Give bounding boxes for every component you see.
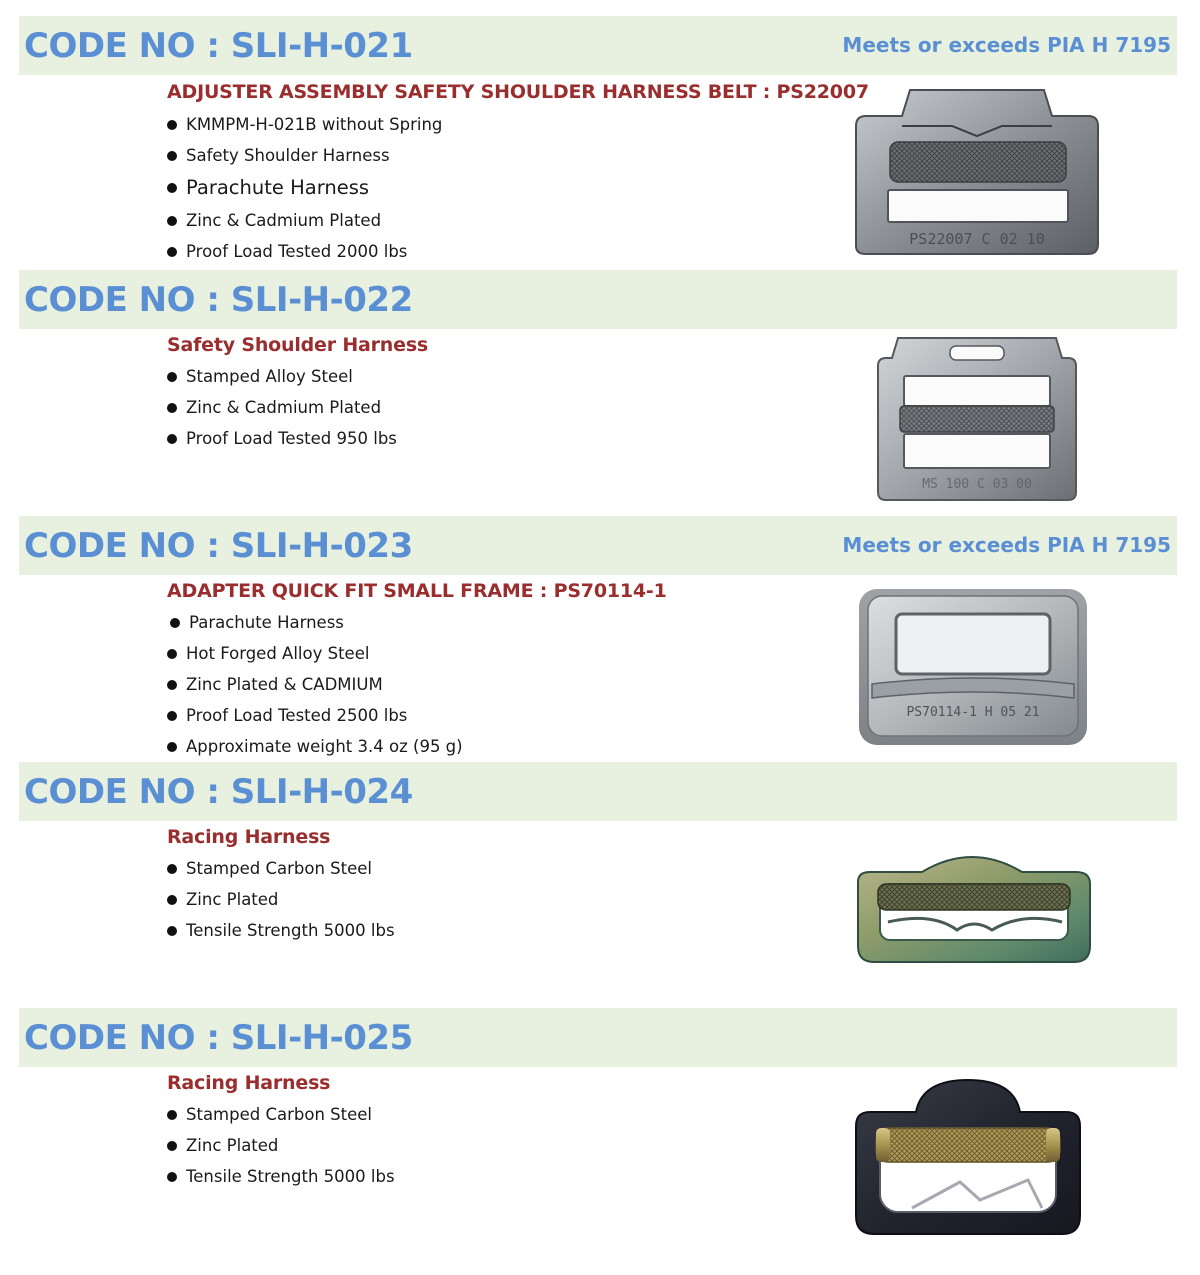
code-header-band [19, 16, 1177, 75]
bullet-icon [167, 1141, 177, 1151]
list-item: Zinc & Cadmium Plated [167, 392, 397, 423]
bullet-icon [167, 151, 177, 161]
product-code: CODE NO : SLI-H-025 [24, 1018, 413, 1058]
list-item: Proof Load Tested 2000 lbs [167, 236, 442, 267]
product-title: Safety Shoulder Harness [167, 334, 429, 356]
list-item: Stamped Alloy Steel [167, 361, 397, 392]
feature-list [167, 1099, 395, 1192]
standard-note: Meets or exceeds PIA H 7195 [842, 533, 1171, 557]
racing-buckle-photo-1 [852, 842, 1096, 968]
bullet-icon [167, 711, 177, 721]
bullet-icon [167, 372, 177, 382]
code-header-band [19, 270, 1177, 329]
bullet-icon [167, 434, 177, 444]
list-item: Zinc & Cadmium Plated [167, 205, 442, 236]
product-title: Racing Harness [167, 826, 331, 848]
product-title: ADJUSTER ASSEMBLY SAFETY SHOULDER HARNESS BELT : PS22007 [167, 81, 869, 103]
bullet-icon [170, 618, 180, 628]
list-item: Proof Load Tested 2500 lbs [167, 700, 463, 731]
list-item: Parachute Harness [167, 607, 463, 638]
product-title: Racing Harness [167, 1072, 331, 1094]
code-header-band [19, 1008, 1177, 1067]
product-code: CODE NO : SLI-H-021 [24, 26, 413, 66]
list-item: Parachute Harness [167, 171, 442, 205]
buckle-photo-ps22007 [852, 86, 1102, 258]
bullet-icon [167, 649, 177, 659]
list-item: Tensile Strength 5000 lbs [167, 915, 395, 946]
code-header-band [19, 516, 1177, 575]
list-item: Proof Load Tested 950 lbs [167, 423, 397, 454]
bullet-icon [167, 183, 177, 193]
list-item: Safety Shoulder Harness [167, 140, 442, 171]
list-item: Hot Forged Alloy Steel [167, 638, 463, 669]
bullet-icon [167, 403, 177, 413]
list-item: Approximate weight 3.4 oz (95 g) [167, 731, 463, 762]
buckle-engraving: MS 100 C 03 00 [922, 477, 1032, 492]
bullet-icon [167, 1110, 177, 1120]
bullet-icon [167, 247, 177, 257]
bullet-icon [167, 926, 177, 936]
racing-buckle-photo-2 [852, 1076, 1084, 1238]
list-item: Zinc Plated [167, 1130, 395, 1161]
product-title: ADAPTER QUICK FIT SMALL FRAME : PS70114-1 [167, 580, 667, 602]
adapter-engraving: PS70114-1 H 05 21 [906, 705, 1040, 720]
list-item: Stamped Carbon Steel [167, 853, 395, 884]
bullet-icon [167, 680, 177, 690]
list-item: Tensile Strength 5000 lbs [167, 1161, 395, 1192]
feature-list [167, 853, 395, 946]
bullet-icon [167, 216, 177, 226]
feature-list [167, 361, 397, 454]
list-item: Zinc Plated & CADMIUM [167, 669, 463, 700]
bullet-icon [167, 895, 177, 905]
code-header-band [19, 762, 1177, 821]
feature-list [167, 607, 463, 762]
product-code: CODE NO : SLI-H-023 [24, 526, 413, 566]
standard-note: Meets or exceeds PIA H 7195 [842, 33, 1171, 57]
buckle-engraving: PS22007 C 02 10 [909, 230, 1045, 248]
buckle-photo-stamped-alloy [874, 336, 1080, 504]
bullet-icon [167, 742, 177, 752]
bullet-icon [167, 1172, 177, 1182]
list-item: Stamped Carbon Steel [167, 1099, 395, 1130]
bullet-icon [167, 120, 177, 130]
adapter-photo-ps70114 [858, 588, 1088, 746]
list-item: KMMPM-H-021B without Spring [167, 109, 442, 140]
product-code: CODE NO : SLI-H-022 [24, 280, 413, 320]
feature-list [167, 109, 442, 267]
list-item: Zinc Plated [167, 884, 395, 915]
product-code: CODE NO : SLI-H-024 [24, 772, 413, 812]
bullet-icon [167, 864, 177, 874]
